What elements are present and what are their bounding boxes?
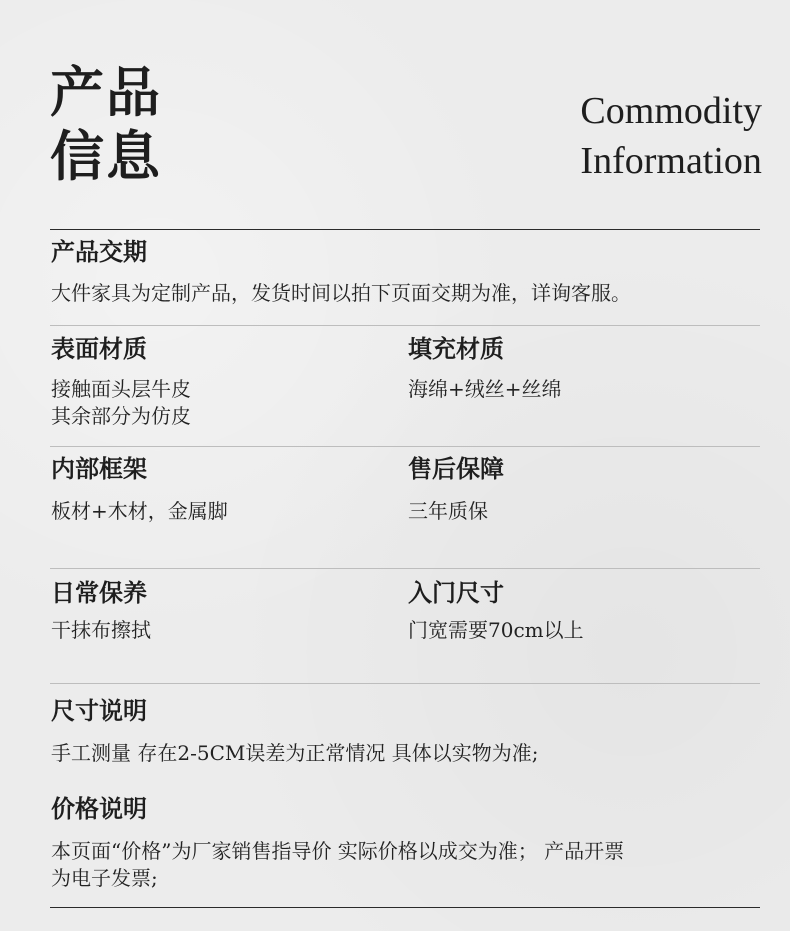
title-cn-line1: 产品 <box>50 60 162 124</box>
divider-top <box>50 229 760 230</box>
divider <box>50 568 760 569</box>
page-title-cn <box>50 60 162 188</box>
divider-bottom <box>50 907 760 908</box>
divider <box>50 683 760 684</box>
delivery-heading: 产品交期 <box>51 237 147 266</box>
after-sales-text: 三年质保 <box>408 499 488 523</box>
size-note-heading: 尺寸说明 <box>51 696 147 725</box>
after-sales-heading: 售后保障 <box>408 454 504 483</box>
door-size-text: 门宽需要70cm以上 <box>408 618 584 642</box>
daily-care-text: 干抹布擦拭 <box>51 618 151 642</box>
title-en-line2: Information <box>580 140 762 182</box>
filling-material-text: 海绵+绒丝+丝绵 <box>408 377 562 401</box>
size-note-text: 手工测量 存在2-5CM误差为正常情况 具体以实物为准; <box>51 741 539 765</box>
surface-material-heading: 表面材质 <box>51 334 147 363</box>
delivery-text: 大件家具为定制产品，发货时间以拍下页面交期为准，详询客服。 <box>51 281 631 305</box>
daily-care-heading: 日常保养 <box>51 578 147 607</box>
surface-material-text: 接触面头层牛皮 其余部分为仿皮 <box>51 377 191 428</box>
title-cn-line2: 信息 <box>50 124 162 188</box>
inner-frame-heading: 内部框架 <box>51 454 147 483</box>
divider <box>50 325 760 326</box>
price-note-heading: 价格说明 <box>51 794 147 823</box>
page-title-en <box>580 86 762 186</box>
filling-material-heading: 填充材质 <box>408 334 504 363</box>
price-note-text: 本页面“价格”为厂家销售指导价 实际价格以成交为准； 产品开票 为电子发票; <box>51 839 625 890</box>
divider <box>50 446 760 447</box>
door-size-heading: 入门尺寸 <box>408 578 504 607</box>
title-en-line1: Commodity <box>580 90 762 132</box>
inner-frame-text: 板材+木材，金属脚 <box>51 499 228 523</box>
